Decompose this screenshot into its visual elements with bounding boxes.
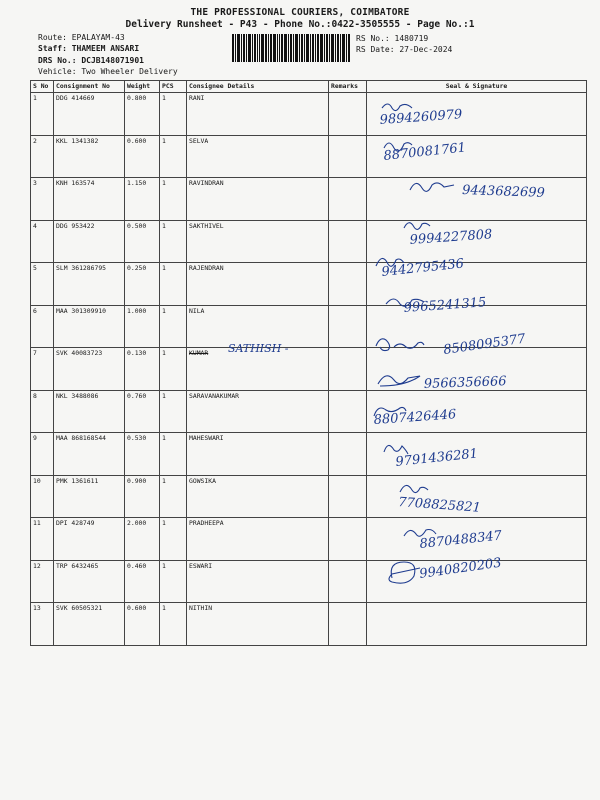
vehicle-label: Vehicle: Two Wheeler Delivery [38,67,178,76]
row-pcs: 1 [160,263,187,306]
handwritten-phone: 9443682699 [461,183,546,201]
delivery-table [30,80,587,646]
row-consignment-no: MAA 301309910 [54,305,125,348]
row-consignee: ESWARI [187,560,329,603]
row-sno: 9 [31,433,54,476]
row-signature [367,390,587,433]
row-weight: 0.600 [125,603,160,646]
row-consignment-no: KNH 163574 [54,178,125,221]
row-weight: 0.130 [125,348,160,391]
row-remarks [329,518,367,561]
row-sno: 8 [31,390,54,433]
row-weight: 0.460 [125,560,160,603]
row-consignment-no: SVK 40083723 [54,348,125,391]
row-remarks [329,433,367,476]
handwritten-phone: 9566356666 [423,374,507,392]
row-consignment-no: DDG 414669 [54,93,125,136]
row-signature [367,135,587,178]
row-pcs: 1 [160,518,187,561]
row-sno: 1 [31,93,54,136]
row-remarks [329,220,367,263]
row-remarks [329,348,367,391]
row-consignee: GOWSIKA [187,475,329,518]
drs-number: DRS No.: DCJB148071901 [38,56,144,65]
table-row [31,603,587,646]
row-consignee: SELVA [187,135,329,178]
row-signature [367,178,587,221]
handwritten-phone: 8870488347 [418,528,503,552]
row-pcs: 1 [160,560,187,603]
row-pcs: 1 [160,220,187,263]
row-pcs: 1 [160,603,187,646]
row-signature [367,263,587,306]
row-consignee: RAVINDRAN [187,178,329,221]
row-remarks [329,305,367,348]
row-consignment-no: NKL 3488086 [54,390,125,433]
rs-number: RS No.: 1480719 [356,34,429,43]
table-row [31,348,587,391]
row-signature [367,305,587,348]
header-consignment: Consignment No [54,81,125,93]
row-pcs: 1 [160,135,187,178]
table-row [31,135,587,178]
table-row [31,178,587,221]
row-weight: 0.250 [125,263,160,306]
table-row [31,263,587,306]
row-weight: 0.760 [125,390,160,433]
row-consignment-no: SVK 60505321 [54,603,125,646]
row-remarks [329,560,367,603]
header-remarks: Remarks [329,81,367,93]
row-pcs: 1 [160,178,187,221]
row-consignee: NITHIN [187,603,329,646]
row-consignee: SAKTHIVEL [187,220,329,263]
row-signature [367,93,587,136]
header-pcs: PCS [160,81,187,93]
row-weight: 0.600 [125,135,160,178]
row-remarks [329,93,367,136]
row-consignee: SARAVANAKUMAR [187,390,329,433]
handwritten-phone: 9994227808 [409,227,493,248]
row-weight: 0.500 [125,220,160,263]
staff-label: Staff: [38,44,67,53]
route-label: Route: EPALAYAM-43 [38,33,125,42]
table-row [31,390,587,433]
row-consignment-no: DPI 428749 [54,518,125,561]
row-weight: 1.150 [125,178,160,221]
row-pcs: 1 [160,390,187,433]
handwritten-note: SATHISH - [228,342,289,355]
row-signature [367,603,587,646]
row-sno: 6 [31,305,54,348]
handwritten-phone: 7708825821 [397,495,482,516]
header-consignee: Consignee Details [187,81,329,93]
rs-date: RS Date: 27-Dec-2024 [356,45,453,54]
table-row [31,518,587,561]
row-signature [367,518,587,561]
handwritten-phone: 9442795436 [380,256,465,280]
row-sno: 2 [31,135,54,178]
staff-line [38,44,139,53]
row-consignee: RAJENDRAN [187,263,329,306]
row-consignee: MAHESWARI [187,433,329,476]
row-remarks [329,390,367,433]
handwritten-phone: 8807426446 [373,407,457,428]
table-row [31,93,587,136]
row-remarks [329,135,367,178]
row-remarks [329,178,367,221]
table-header-row [31,81,587,93]
handwritten-phone: 9965241315 [403,295,487,316]
row-sno: 5 [31,263,54,306]
row-sno: 13 [31,603,54,646]
table-row [31,305,587,348]
row-pcs: 1 [160,475,187,518]
row-weight: 0.800 [125,93,160,136]
row-sno: 12 [31,560,54,603]
row-consignment-no: DDG 953422 [54,220,125,263]
handwritten-phone: 9894260979 [379,107,463,128]
row-consignment-no: SLM 361286795 [54,263,125,306]
row-consignee: NILA [187,305,329,348]
row-weight: 2.000 [125,518,160,561]
row-sno: 10 [31,475,54,518]
row-consignment-no: MAA 868168544 [54,433,125,476]
row-consignment-no: PMK 1361611 [54,475,125,518]
row-consignee: RANI [187,93,329,136]
table-row [31,433,587,476]
barcode-image [232,34,350,62]
row-pcs: 1 [160,433,187,476]
row-pcs: 1 [160,305,187,348]
row-remarks [329,263,367,306]
row-weight: 0.900 [125,475,160,518]
row-consignment-no: TRP 6432465 [54,560,125,603]
handwritten-phone: 8870081761 [382,140,467,164]
row-consignment-no: KKL 1341382 [54,135,125,178]
row-pcs: 1 [160,93,187,136]
header-weight: Weight [125,81,160,93]
page-title: THE PROFESSIONAL COURIERS, COIMBATORE [190,7,410,18]
row-signature [367,475,587,518]
row-sno: 3 [31,178,54,221]
row-weight: 1.000 [125,305,160,348]
table-row [31,475,587,518]
row-sno: 7 [31,348,54,391]
table-row [31,560,587,603]
handwritten-phone: 8508095377 [442,331,527,358]
page-subtitle: Delivery Runsheet - P43 - Phone No.:0422-3505555 - Page No.:1 [125,19,475,30]
staff-name: THAMEEM ANSARI [71,44,140,53]
row-sno: 11 [31,518,54,561]
header-sno: S No [31,81,54,93]
row-remarks [329,475,367,518]
row-weight: 0.530 [125,433,160,476]
row-signature [367,220,587,263]
row-signature [367,348,587,391]
row-signature [367,433,587,476]
row-consignee: KUMAR [187,348,329,391]
header-signature: Seal & Signature [367,81,587,93]
handwritten-phone: 9791436281 [394,446,479,470]
row-sno: 4 [31,220,54,263]
handwritten-phone: 9940820203 [418,555,503,582]
row-pcs: 1 [160,348,187,391]
row-consignee: PRADHEEPA [187,518,329,561]
table-row [31,220,587,263]
row-remarks [329,603,367,646]
row-signature [367,560,587,603]
